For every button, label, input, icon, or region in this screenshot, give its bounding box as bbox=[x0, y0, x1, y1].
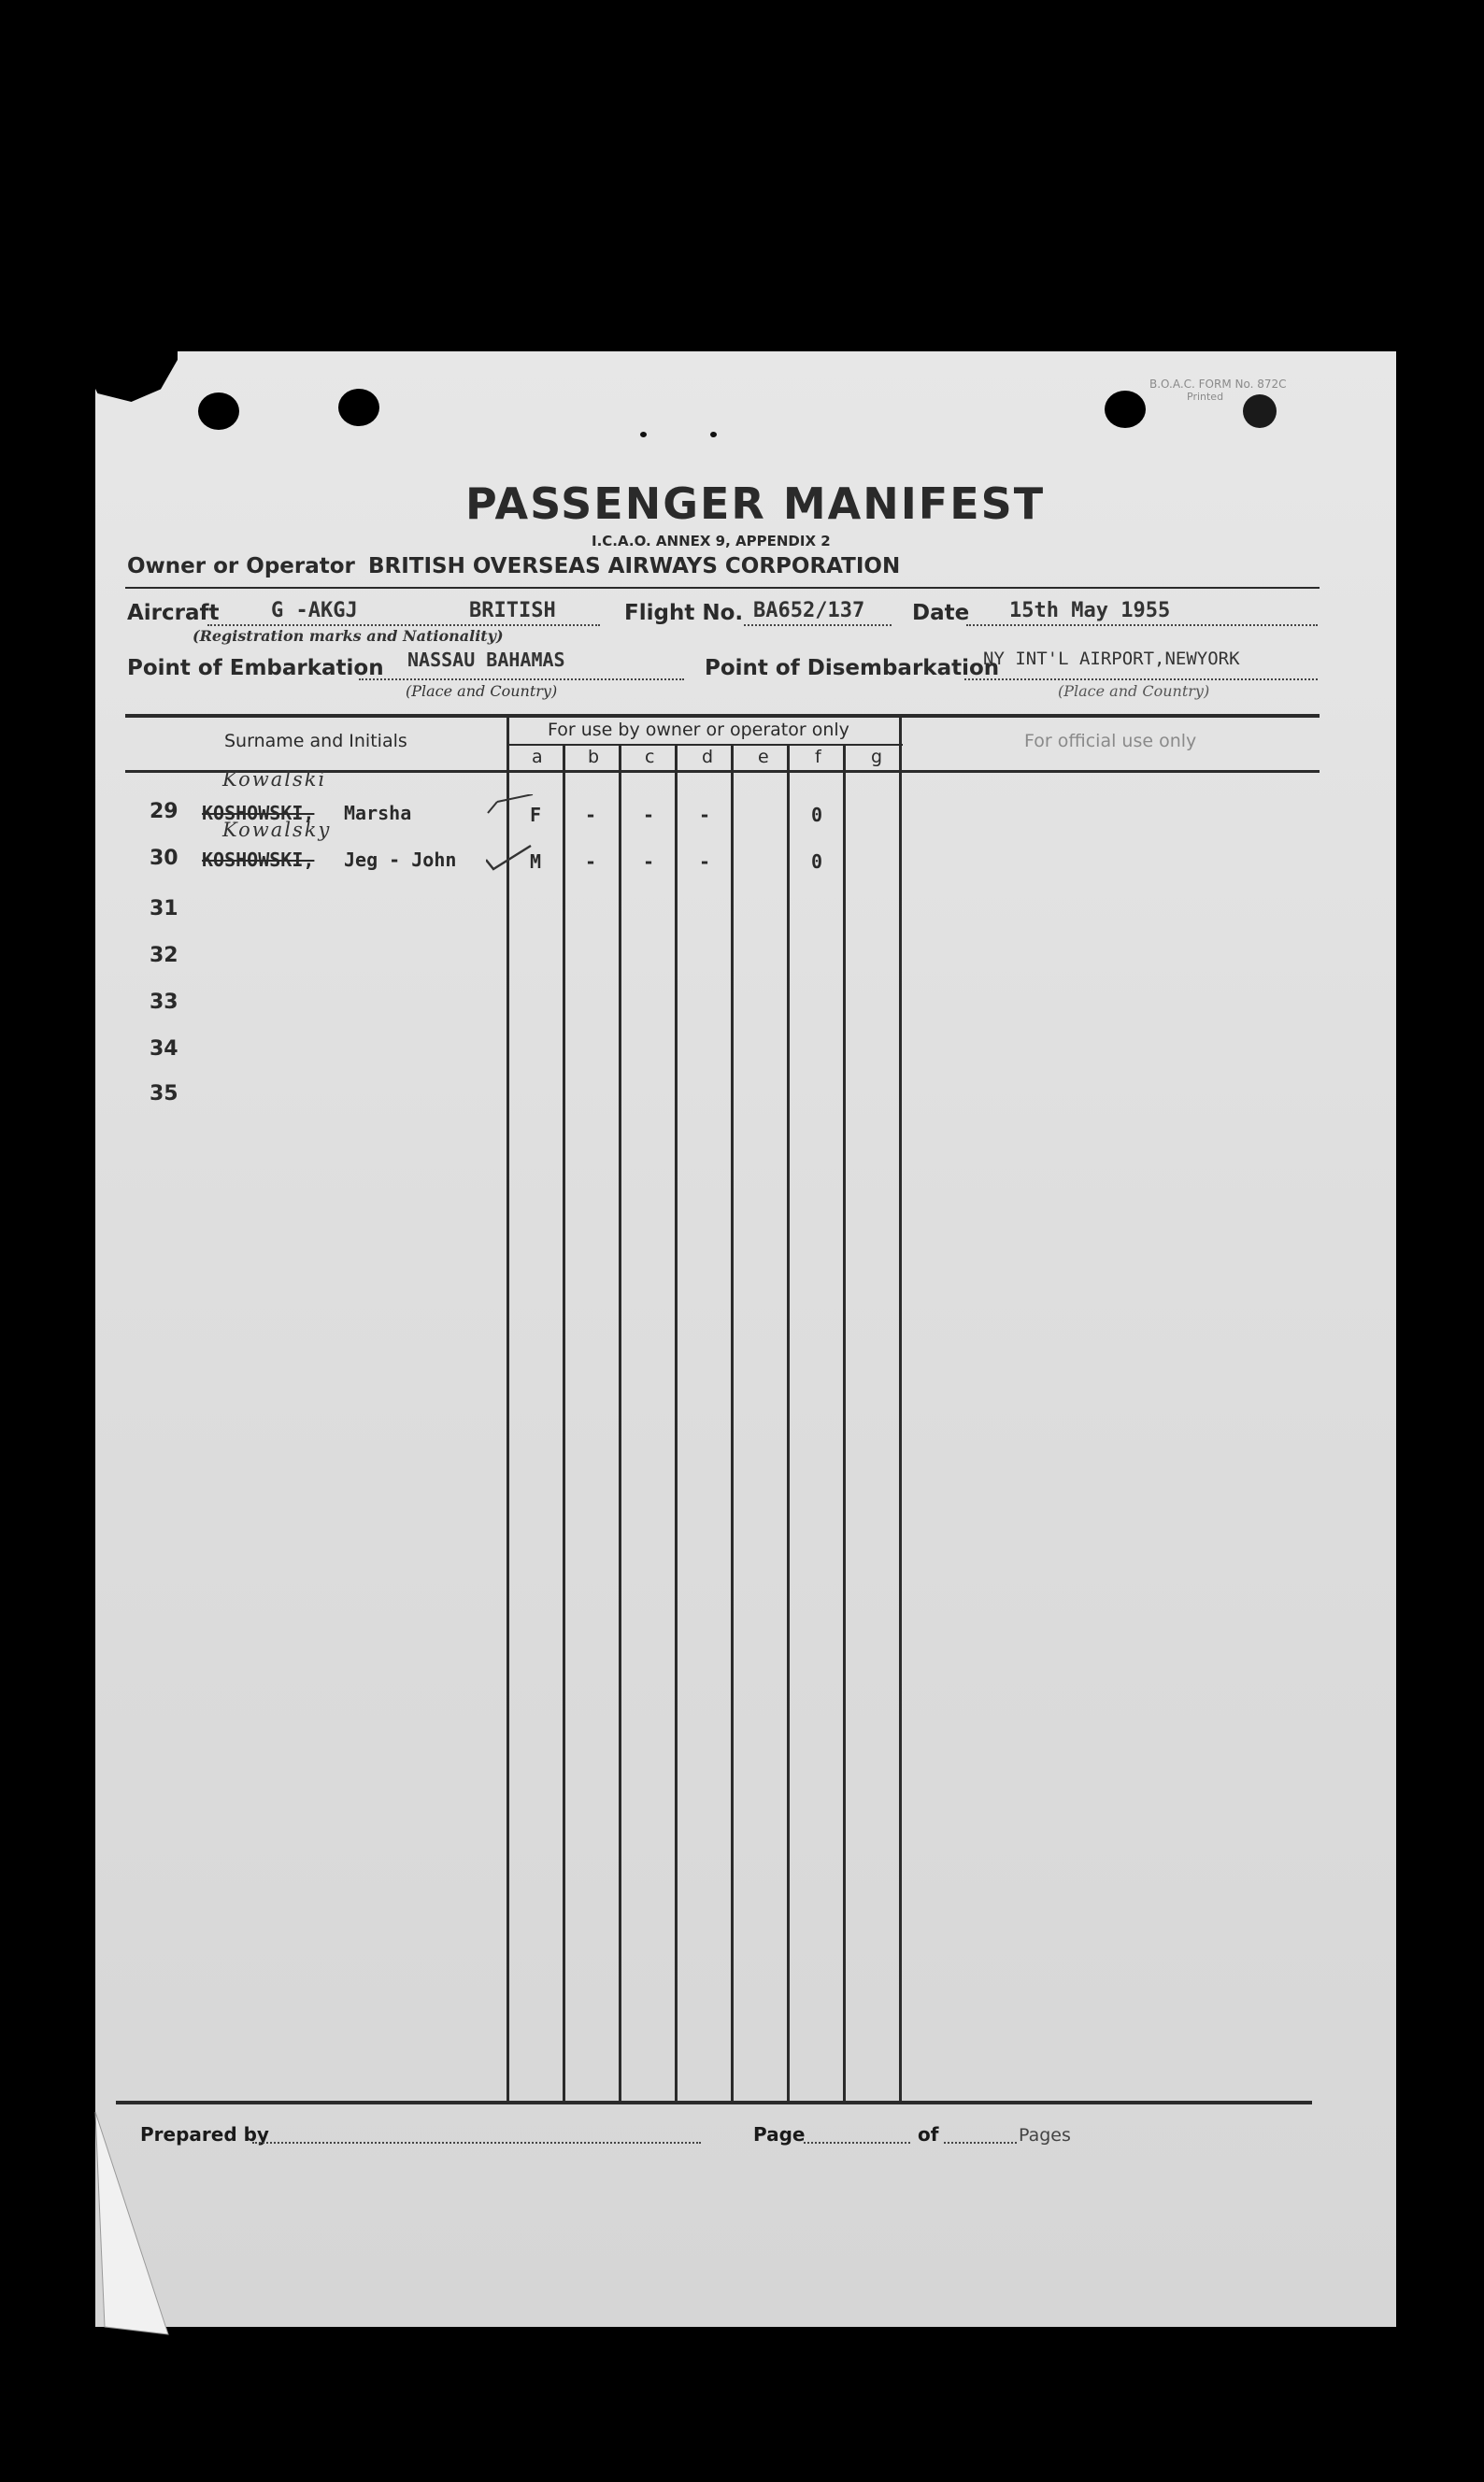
date-label: Date bbox=[912, 601, 970, 625]
column-header-a: a bbox=[532, 747, 543, 767]
column-divider bbox=[563, 744, 565, 2101]
curled-corner bbox=[93, 2112, 178, 2336]
cell-c: - bbox=[643, 804, 655, 826]
date-dotted-line bbox=[966, 624, 1318, 626]
flight-dotted-line bbox=[744, 624, 892, 626]
passenger-name: Marsha bbox=[344, 802, 412, 824]
cell-f: 0 bbox=[811, 850, 823, 873]
aircraft-caption: (Registration marks and Nationality) bbox=[193, 627, 504, 645]
embarkation-dotted-line bbox=[359, 678, 684, 680]
column-divider bbox=[731, 744, 734, 2101]
column-divider bbox=[507, 718, 509, 2101]
row-number: 31 bbox=[150, 897, 178, 920]
column-header-f: f bbox=[815, 747, 821, 767]
column-divider bbox=[899, 718, 902, 2101]
column-divider bbox=[619, 744, 621, 2101]
embarkation-value: NASSAU BAHAMAS bbox=[407, 649, 565, 671]
cell-d: - bbox=[699, 850, 711, 873]
cell-b: - bbox=[585, 804, 597, 826]
punch-hole bbox=[1243, 394, 1277, 428]
column-header-e: e bbox=[758, 747, 769, 767]
punch-hole bbox=[338, 389, 379, 426]
column-divider bbox=[787, 744, 790, 2101]
prepared-by-label: Prepared by bbox=[140, 2123, 269, 2146]
prepared-by-line bbox=[252, 2142, 701, 2144]
row-number: 30 bbox=[150, 847, 178, 870]
cell-c: - bbox=[643, 850, 655, 873]
aircraft-nationality: BRITISH bbox=[469, 599, 556, 622]
row-number: 33 bbox=[150, 991, 178, 1014]
column-header-g: g bbox=[871, 747, 883, 767]
cell-d: - bbox=[699, 804, 711, 826]
footer-rule bbox=[116, 2101, 1312, 2104]
speck bbox=[710, 432, 717, 437]
name-correction: Kowalsky bbox=[222, 819, 332, 841]
form-printed-stamp: Printed bbox=[1187, 391, 1224, 403]
cell-a: M bbox=[530, 850, 542, 873]
column-header-d: d bbox=[702, 747, 714, 767]
passenger-name: Jeg - John bbox=[344, 849, 457, 871]
cell-a: F bbox=[530, 804, 542, 826]
embarkation-caption: (Place and Country) bbox=[406, 682, 558, 700]
column-header-b: b bbox=[588, 747, 600, 767]
page-title: PASSENGER MANIFEST bbox=[465, 478, 1046, 529]
punch-hole bbox=[198, 392, 239, 430]
page-subtitle: I.C.A.O. ANNEX 9, APPENDIX 2 bbox=[592, 533, 831, 549]
aircraft-registration: G -AKGJ bbox=[271, 599, 358, 622]
surname-header: Surname and Initials bbox=[224, 731, 407, 751]
cell-b: - bbox=[585, 850, 597, 873]
struck-surname: KOSHOWSKI, bbox=[202, 849, 315, 871]
column-divider bbox=[843, 744, 846, 2101]
aircraft-label: Aircraft bbox=[127, 601, 220, 625]
form-number-stamp: B.O.A.C. FORM No. 872C bbox=[1149, 378, 1287, 391]
punch-hole bbox=[1105, 391, 1146, 428]
speck bbox=[640, 432, 647, 437]
row-number: 32 bbox=[150, 944, 178, 967]
row-number: 35 bbox=[150, 1082, 178, 1105]
page-number-line bbox=[804, 2142, 910, 2144]
aircraft-dotted-line bbox=[207, 624, 600, 626]
disembarkation-dotted-line bbox=[964, 678, 1318, 680]
owner-value: BRITISH OVERSEAS AIRWAYS CORPORATION bbox=[368, 554, 901, 578]
of-label: of bbox=[918, 2123, 939, 2146]
pages-label: Pages bbox=[1019, 2125, 1071, 2146]
row-number: 34 bbox=[150, 1037, 178, 1061]
check-marks bbox=[486, 794, 542, 878]
struck-surname: KOSHOWSKI, bbox=[202, 802, 315, 824]
operator-header: For use by owner or operator only bbox=[548, 720, 849, 740]
column-divider bbox=[675, 744, 678, 2101]
date-value: 15th May 1955 bbox=[1009, 599, 1171, 622]
table-top-rule bbox=[125, 714, 1320, 718]
owner-rule bbox=[125, 587, 1320, 589]
page-label: Page bbox=[753, 2123, 806, 2146]
official-header: For official use only bbox=[1024, 731, 1197, 751]
disembarkation-caption: (Place and Country) bbox=[1058, 682, 1210, 700]
flight-label: Flight No. bbox=[624, 601, 744, 625]
page-total-line bbox=[944, 2142, 1017, 2144]
column-header-c: c bbox=[645, 747, 655, 767]
name-correction: Kowalski bbox=[222, 768, 327, 791]
row-number: 29 bbox=[150, 800, 178, 823]
disembarkation-value: NY INT'L AIRPORT,NEWYORK bbox=[983, 649, 1240, 669]
cell-f: 0 bbox=[811, 804, 823, 826]
owner-label: Owner or Operator bbox=[127, 554, 355, 578]
flight-number: BA652/137 bbox=[753, 599, 865, 622]
disembarkation-label: Point of Disembarkation bbox=[705, 656, 1000, 680]
embarkation-label: Point of Embarkation bbox=[127, 656, 384, 680]
